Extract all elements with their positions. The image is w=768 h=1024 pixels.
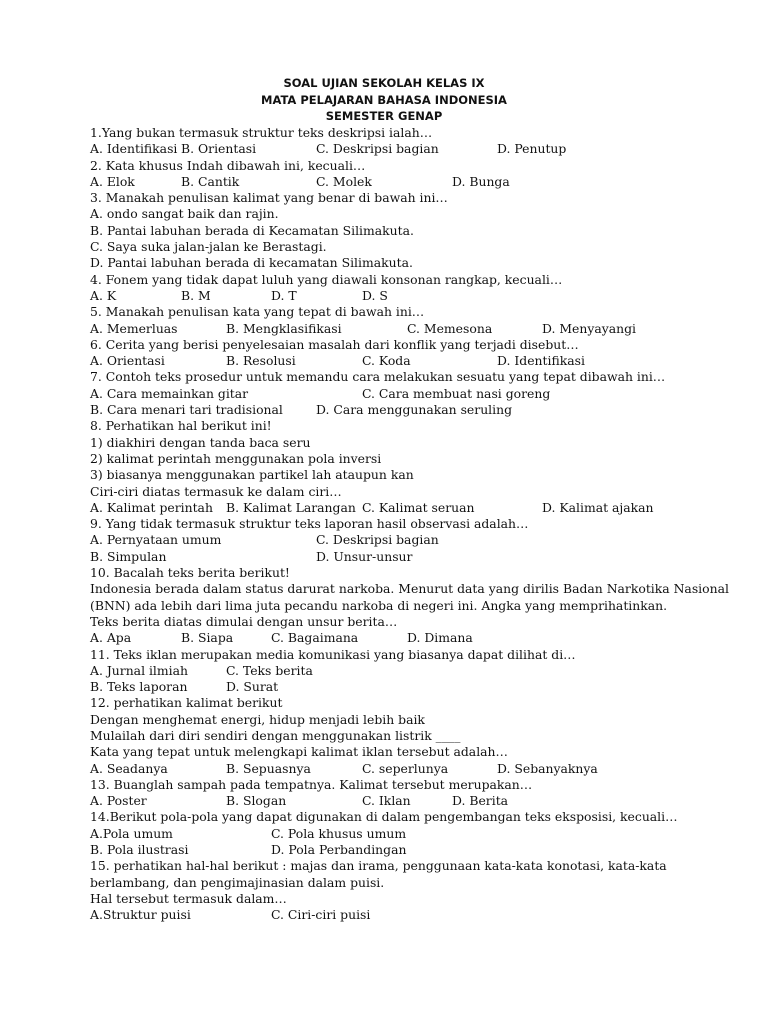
question-4 (90, 272, 750, 305)
answer-option[interactable]: D. Cara menggunakan seruling (316, 402, 513, 418)
question-line: D. Pantai labuhan berada di kecamatan Silimakuta. (90, 255, 413, 271)
answer-option[interactable]: D. Unsur-unsur (316, 548, 413, 564)
question-13 (90, 777, 750, 810)
answer-option[interactable]: B. Cantik (181, 173, 240, 189)
option-row (90, 761, 750, 777)
answer-option[interactable]: C. Iklan (362, 793, 411, 809)
question-3 (90, 190, 750, 271)
answer-option[interactable]: B. Slogan (226, 793, 287, 809)
news-paragraph: Indonesia berada dalam status darurat narkoba. Menurut data yang dirilis Badan Narkotika Nasional (BNN) ada lebih dari lima juta pecandu narkoba di negeri ini. Angka yang memprihatinkan. (90, 581, 729, 613)
answer-option[interactable]: A.Pola umum (90, 825, 173, 841)
option-row (90, 663, 750, 679)
answer-option[interactable]: D. Penutup (497, 141, 567, 157)
question-text: 4. Fonem yang tidak dapat luluh yang diawali konsonan rangkap, kecuali… (90, 271, 563, 287)
question-text: 14.Berikut pola-pola yang dapat digunakan di dalam pengembangan teks eksposisi, kecuali… (90, 809, 678, 825)
question-15 (90, 858, 750, 923)
answer-option[interactable]: A. Memerluas (90, 320, 178, 336)
answer-option[interactable]: C. Deskripsi bagian (316, 141, 439, 157)
question-5 (90, 304, 750, 337)
answer-option[interactable]: A. K (90, 287, 117, 303)
option-row (90, 907, 750, 923)
question-text: 1.Yang bukan termasuk struktur teks deskripsi ialah… (90, 125, 433, 140)
option-row (90, 288, 750, 304)
answer-option[interactable]: A. Orientasi (90, 353, 165, 369)
answer-option[interactable]: D. Sebanyaknya (497, 760, 598, 776)
answer-option[interactable]: B. Siapa (181, 630, 234, 646)
option-row (90, 793, 750, 809)
option-row (90, 386, 750, 402)
answer-option[interactable]: C. Pola khusus umum (271, 825, 407, 841)
question-text: 13. Buanglah sampah pada tempatnya. Kalimat tersebut merupakan… (90, 776, 533, 792)
answer-option[interactable]: B. Kalimat Larangan (226, 499, 356, 515)
question-6 (90, 337, 750, 370)
answer-option[interactable]: B. Orientasi (181, 141, 257, 157)
answer-option[interactable]: C. Kalimat seruan (362, 499, 475, 515)
question-10 (90, 565, 750, 646)
answer-option[interactable]: A. Pernyataan umum (90, 532, 222, 548)
question-text: 8. Perhatikan hal berikut ini! (90, 418, 272, 434)
question-line: Dengan menghemat energi, hidup menjadi lebih baik (90, 711, 425, 727)
option-row (90, 174, 750, 190)
question-text: 5. Manakah penulisan kata yang tepat di bawah ini… (90, 304, 425, 320)
answer-option[interactable]: D. Surat (226, 679, 279, 695)
option-row (90, 321, 750, 337)
answer-option[interactable]: A. Apa (90, 630, 132, 646)
answer-option[interactable]: B. Mengklasifikasi (226, 320, 342, 336)
answer-option[interactable]: A. Identifikasi (90, 141, 178, 157)
header-semester: SEMESTER GENAP (325, 109, 443, 123)
option-row (90, 500, 750, 516)
option-row (90, 826, 750, 842)
answer-option[interactable]: C. Koda (362, 353, 411, 369)
question-text: 9. Yang tidak termasuk struktur teks laporan hasil observasi adalah… (90, 516, 529, 532)
header-title: SOAL UJIAN SEKOLAH KELAS IX (283, 76, 485, 90)
question-line: Teks berita diatas dimulai dengan unsur berita… (90, 613, 398, 629)
question-1 (90, 125, 750, 158)
option-row (90, 679, 750, 695)
question-line: Hal tersebut termasuk dalam… (90, 890, 287, 906)
question-14 (90, 809, 750, 858)
question-line: C. Saya suka jalan-jalan ke Berastagi. (90, 239, 327, 255)
option-row (90, 353, 750, 369)
question-text: 11. Teks iklan merupakan media komunikasi yang biasanya dapat dilihat di… (90, 646, 576, 662)
question-text: 10. Bacalah teks berita berikut! (90, 565, 290, 581)
header-subject: MATA PELAJARAN BAHASA INDONESIA (261, 93, 507, 107)
question-line: A. ondo sangat baik dan rajin. (90, 206, 279, 222)
answer-option[interactable]: D. Identifikasi (497, 353, 585, 369)
question-line: 3) biasanya menggunakan partikel lah ataupun kan (90, 467, 414, 483)
question-line: Ciri-ciri diatas termasuk ke dalam ciri… (90, 483, 342, 499)
answer-option[interactable]: B. Teks laporan (90, 679, 188, 695)
answer-option[interactable]: C. seperlunya (362, 760, 449, 776)
answer-option[interactable]: C. Teks berita (226, 662, 313, 678)
question-11 (90, 647, 750, 696)
answer-option[interactable]: B. M (181, 287, 211, 303)
answer-option[interactable]: D. Dimana (407, 630, 473, 646)
option-row (90, 402, 750, 418)
question-text: 12. perhatikan kalimat berikut (90, 695, 283, 711)
option-row (90, 842, 750, 858)
answer-option[interactable]: A. Cara memainkan gitar (90, 385, 249, 401)
question-text: 15. perhatikan hal-hal berikut : majas dan irama, penggunaan kata-kata konotasi, kata-kata berlambang, dan pengimajinasian dalam puisi. (90, 858, 667, 890)
option-row (90, 141, 750, 157)
answer-option[interactable]: A. Jurnal ilmiah (90, 662, 188, 678)
answer-option[interactable]: A. Seadanya (90, 760, 168, 776)
question-12 (90, 695, 750, 776)
answer-option[interactable]: C. Ciri-ciri puisi (271, 907, 371, 923)
question-line: B. Pantai labuhan berada di Kecamatan Silimakuta. (90, 222, 414, 238)
question-text: 3. Manakah penulisan kalimat yang benar di bawah ini… (90, 190, 448, 206)
answer-option[interactable]: B. Cara menari tari tradisional (90, 402, 283, 418)
answer-option[interactable]: D. Berita (452, 793, 509, 809)
question-text: 2. Kata khusus Indah dibawah ini, kecuali… (90, 157, 366, 173)
answer-option[interactable]: A. Kalimat perintah (90, 499, 213, 515)
question-text: 7. Contoh teks prosedur untuk memandu cara melakukan sesuatu yang tepat dibawah ini… (90, 369, 666, 385)
answer-option[interactable]: C. Deskripsi bagian (316, 532, 439, 548)
question-2 (90, 158, 750, 191)
option-row (90, 630, 750, 646)
answer-option[interactable]: B. Simpulan (90, 548, 167, 564)
answer-option[interactable]: D. Kalimat ajakan (542, 499, 654, 515)
question-line: Kata yang tepat untuk melengkapi kalimat iklan tersebut adalah… (90, 744, 508, 760)
question-text: 6. Cerita yang berisi penyelesaian masalah dari konflik yang terjadi disebut… (90, 336, 579, 352)
answer-option[interactable]: B. Sepuasnya (226, 760, 311, 776)
answer-option[interactable]: D. Bunga (452, 173, 510, 189)
option-row (90, 532, 750, 548)
answer-option[interactable]: D. S (362, 287, 388, 303)
answer-option[interactable]: C. Cara membuat nasi goreng (362, 385, 551, 401)
answer-option[interactable]: C. Bagaimana (271, 630, 359, 646)
answer-option[interactable]: A.Struktur puisi (90, 907, 191, 923)
question-list (90, 125, 750, 924)
question-7 (90, 369, 750, 418)
answer-option[interactable]: D. Pola Perbandingan (271, 842, 407, 858)
question-line: 1) diakhiri dengan tanda baca seru (90, 434, 311, 450)
answer-option[interactable]: B. Resolusi (226, 353, 296, 369)
answer-option[interactable]: C. Molek (316, 173, 372, 189)
question-line: Mulailah dari diri sendiri dengan menggunakan listrik ____ (90, 727, 461, 743)
question-9 (90, 516, 750, 565)
answer-option[interactable]: C. Memesona (407, 320, 493, 336)
answer-option[interactable]: A. Poster (90, 793, 147, 809)
question-line: 2) kalimat perintah menggunakan pola inversi (90, 450, 382, 466)
answer-option[interactable]: D. Menyayangi (542, 320, 637, 336)
option-row (90, 549, 750, 565)
answer-option[interactable]: B. Pola ilustrasi (90, 842, 189, 858)
answer-option[interactable]: A. Elok (90, 173, 135, 189)
question-8 (90, 418, 750, 516)
answer-option[interactable]: D. T (271, 287, 297, 303)
